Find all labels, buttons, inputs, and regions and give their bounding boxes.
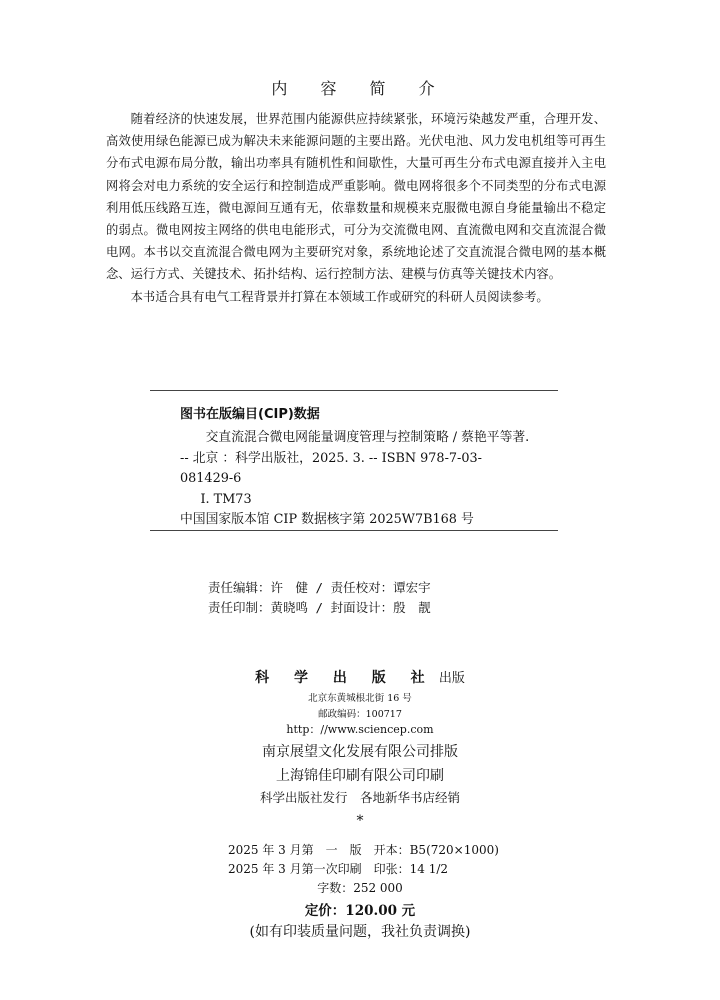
edition-info: 2025 年 3 月第 一 版 开本：B5(720×1000) (228, 843, 499, 857)
cip-bottom-rule (150, 530, 558, 531)
summary-title: 内 容 简 介 (271, 79, 449, 98)
printer: 上海锦佳印刷有限公司印刷 (276, 768, 444, 784)
publisher-url: http：//www.sciencep.com (286, 723, 434, 736)
summary-body (106, 108, 606, 308)
staff-line-production: 责任印制：黄晓鸣 / 封面设计：殷 靓 (208, 600, 431, 615)
publisher-line (0, 667, 720, 687)
quality-note: (如有印装质量问题，我社负责调换) (249, 924, 471, 940)
publisher-suffix: 出版 (438, 671, 465, 686)
publisher-postcode: 邮政编码：100717 (318, 709, 402, 720)
cip-record (180, 428, 532, 531)
cip-classification: Ⅰ. TM73 (200, 491, 252, 507)
publisher-address: 北京东黄城根北街 16 号 (308, 693, 412, 704)
summary-paragraph: 随着经济的快速发展，世界范围内能源供应持续紧张，环境污染越发严重，合理开发、高效使用绿色能源已成为解决未来能源问题的主要出路。光伏电池、风力发电机组等可再生分布式电源布局分散，输出功率具有随机性和间歇性，大量可再生分布式电源直接并入主电网将会对电力系统的安全运行和控制造成严重影响。微电网将很多个不同类型的分布式电源利用低压线路互连，微电源间互通有无，依靠数量和规模来克服微电源自身能量输出不稳定的弱点。微电网按主网络的供电电能形式，可分为交流微电网、直流微电网和交直流混合微电网。本书以交直流混合微电网为主要研究对象，系统地论述了交直流混合微电网的基本概念、运行方式、关键技术、拓扑结构、运行控制方法、建模与仿真等关键技术内容。 (106, 112, 606, 282)
cip-top-rule (150, 390, 558, 391)
typesetter: 南京展望文化发展有限公司排版 (262, 744, 458, 760)
publisher-name: 科 学 出 版 社 (255, 670, 435, 686)
staff-line-editors: 责任编辑：许 健 / 责任校对：谭宏宇 (208, 580, 431, 595)
printing-info: 2025 年 3 月第一次印刷 印张：14 1/2 (228, 862, 449, 876)
cip-record-number: 中国国家版本馆 CIP 数据核字第 2025W7B168 号 (180, 512, 474, 527)
distribution: 科学出版社发行 各地新华书店经销 (259, 790, 460, 805)
cip-heading: 图书在版编目(CIP)数据 (180, 407, 320, 422)
staff-credits (208, 578, 431, 618)
summary-paragraph: 本书适合具有电气工程背景并打算在本领域工作或研究的科研人员阅读参考。 (130, 289, 549, 304)
separator-star: * (356, 813, 364, 829)
word-count: 字数：252 000 (317, 881, 403, 895)
price: 定价：120.00 元 (304, 903, 416, 919)
cip-entry: 交直流混合微电网能量调度管理与控制策略 / 蔡艳平等著. -- 北京 ：科学出版社，2025. 3. -- ISBN 978-7-03-081429-6 (180, 430, 530, 486)
